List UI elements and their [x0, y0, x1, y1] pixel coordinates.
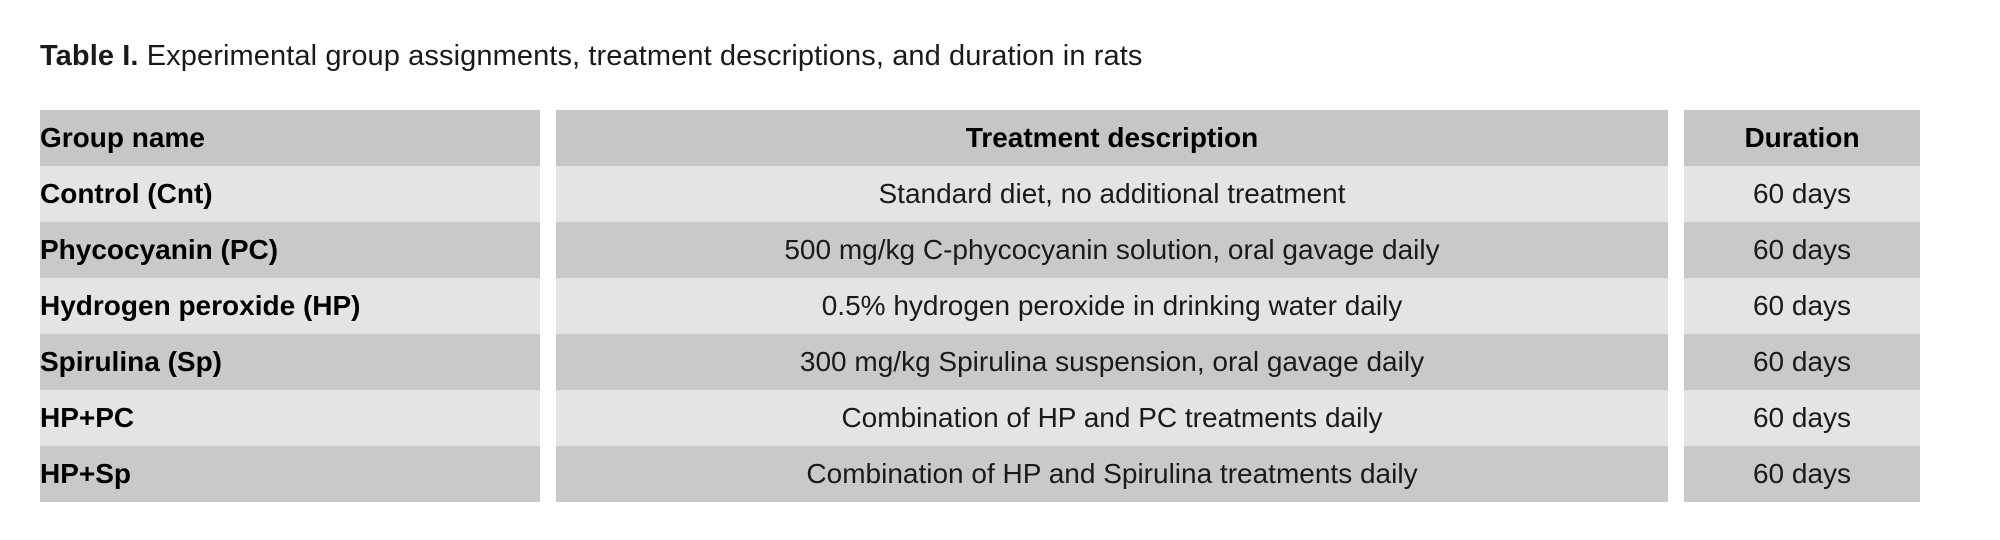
cell-duration: 60 days — [1684, 446, 1920, 502]
cell-group-name: Phycocyanin (PC) — [40, 222, 540, 278]
table-caption — [40, 38, 1960, 74]
cell-spacer — [540, 390, 556, 446]
cell-duration: 60 days — [1684, 390, 1920, 446]
table-row — [40, 166, 1920, 222]
cell-spacer — [1668, 390, 1684, 446]
cell-duration: 60 days — [1684, 278, 1920, 334]
experimental-groups-table — [40, 110, 1920, 502]
cell-treatment-description: Combination of HP and PC treatments daily — [556, 390, 1668, 446]
table-row — [40, 446, 1920, 502]
column-spacer — [1668, 110, 1684, 166]
cell-spacer — [540, 278, 556, 334]
cell-spacer — [1668, 166, 1684, 222]
table-body — [40, 166, 1920, 502]
table-row — [40, 390, 1920, 446]
cell-treatment-description: 0.5% hydrogen peroxide in drinking water daily — [556, 278, 1668, 334]
cell-treatment-description: Standard diet, no additional treatment — [556, 166, 1668, 222]
cell-group-name: HP+Sp — [40, 446, 540, 502]
cell-treatment-description: 500 mg/kg C-phycocyanin solution, oral gavage daily — [556, 222, 1668, 278]
cell-treatment-description: 300 mg/kg Spirulina suspension, oral gavage daily — [556, 334, 1668, 390]
cell-group-name: HP+PC — [40, 390, 540, 446]
cell-spacer — [1668, 222, 1684, 278]
cell-duration: 60 days — [1684, 166, 1920, 222]
table-row — [40, 334, 1920, 390]
cell-spacer — [1668, 334, 1684, 390]
cell-spacer — [540, 446, 556, 502]
table-container — [40, 110, 1960, 502]
cell-duration: 60 days — [1684, 334, 1920, 390]
table-header-row — [40, 110, 1920, 166]
cell-spacer — [540, 166, 556, 222]
cell-spacer — [1668, 446, 1684, 502]
cell-group-name: Hydrogen peroxide (HP) — [40, 278, 540, 334]
cell-spacer — [1668, 278, 1684, 334]
table-caption-text: Experimental group assignments, treatment descriptions, and duration in rats — [146, 40, 1143, 72]
table-header — [40, 110, 1920, 166]
column-spacer — [540, 110, 556, 166]
table-caption-label: Table I. — [40, 40, 139, 72]
cell-group-name: Control (Cnt) — [40, 166, 540, 222]
cell-duration: 60 days — [1684, 222, 1920, 278]
cell-spacer — [540, 222, 556, 278]
table-row — [40, 222, 1920, 278]
column-header-treatment-description: Treatment description — [556, 110, 1668, 166]
table-row — [40, 278, 1920, 334]
column-header-group-name: Group name — [40, 110, 540, 166]
cell-group-name: Spirulina (Sp) — [40, 334, 540, 390]
cell-treatment-description: Combination of HP and Spirulina treatments daily — [556, 446, 1668, 502]
column-header-duration: Duration — [1684, 110, 1920, 166]
cell-spacer — [540, 334, 556, 390]
